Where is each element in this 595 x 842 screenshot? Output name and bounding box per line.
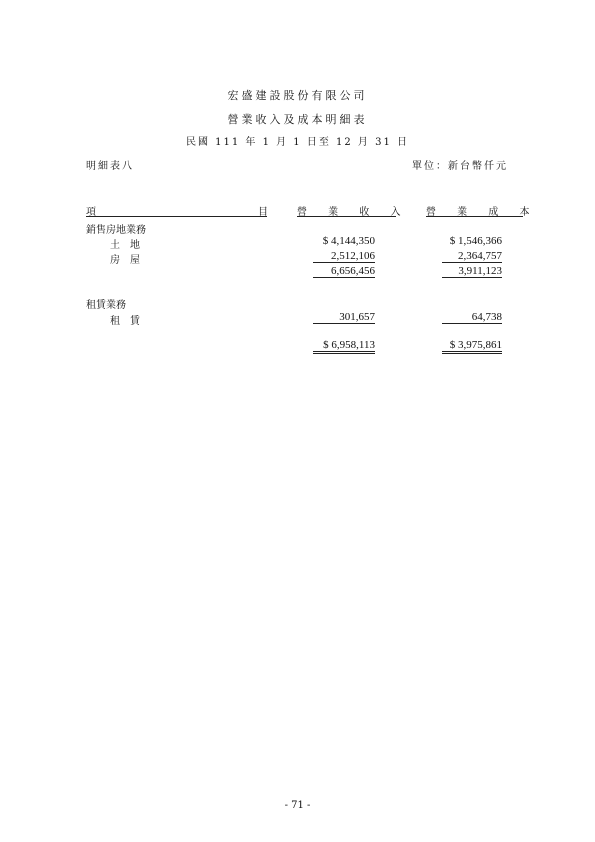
column-header-item-right: 目 bbox=[258, 207, 268, 218]
rental-revenue-value: 301,657 bbox=[313, 311, 375, 324]
header-rule-cost bbox=[426, 216, 523, 217]
header-rule-item bbox=[86, 216, 267, 217]
header-rule-revenue bbox=[297, 216, 396, 217]
section-label-sales: 銷售房地業務 bbox=[86, 225, 146, 236]
sales-subtotal-revenue: 6,656,456 bbox=[313, 265, 375, 278]
company-name: 宏盛建設股份有限公司 bbox=[227, 89, 368, 102]
unit-label: 單位：新台幣仟元 bbox=[412, 161, 508, 172]
total-revenue-value: $ 6,958,113 bbox=[313, 339, 375, 354]
row-label-land: 土 地 bbox=[110, 240, 140, 251]
column-header-item-left: 項 bbox=[86, 207, 96, 218]
schedule-label: 明細表八 bbox=[86, 161, 134, 172]
building-cost-value: 2,364,757 bbox=[442, 250, 502, 263]
rental-cost-value: 64,738 bbox=[442, 311, 502, 324]
land-revenue-value: $ 4,144,350 bbox=[322, 235, 375, 247]
column-header-revenue: 營 業 收 入 bbox=[297, 207, 410, 218]
building-revenue-value: 2,512,106 bbox=[313, 250, 375, 263]
column-header-cost: 營 業 成 本 bbox=[426, 207, 539, 218]
sales-subtotal-cost: 3,911,123 bbox=[442, 265, 502, 278]
statement-title: 營業收入及成本明細表 bbox=[227, 113, 368, 126]
page-number: - 71 - bbox=[284, 800, 311, 811]
row-label-building: 房 屋 bbox=[110, 255, 140, 266]
row-label-rental: 租 賃 bbox=[110, 316, 140, 327]
section-label-rental: 租賃業務 bbox=[86, 300, 126, 311]
statement-period: 民國 111 年 1 月 1 日至 12 月 31 日 bbox=[185, 137, 410, 148]
land-cost-value: $ 1,546,366 bbox=[449, 235, 502, 247]
total-cost-value: $ 3,975,861 bbox=[442, 339, 502, 354]
